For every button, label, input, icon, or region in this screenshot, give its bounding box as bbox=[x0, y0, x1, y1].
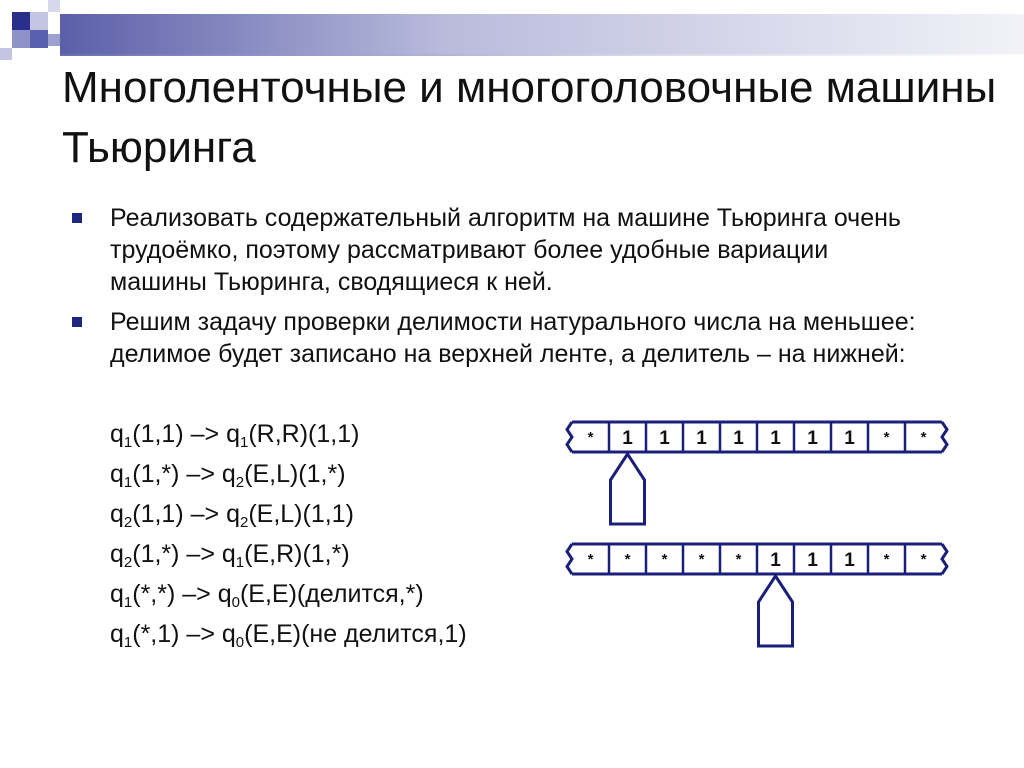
rule-action: (R,R)(1,1) bbox=[248, 420, 360, 448]
rule-line bbox=[110, 454, 467, 494]
rule-next-state-index: 2 bbox=[239, 514, 249, 531]
bullet-list bbox=[72, 202, 922, 378]
tape-right-end bbox=[942, 544, 947, 574]
rule-action: (E,E)(делится,*) bbox=[239, 580, 424, 608]
tape-cell-symbol: * bbox=[883, 429, 890, 446]
rule-state-index: 1 bbox=[123, 434, 133, 451]
corner-square-3 bbox=[12, 30, 30, 48]
rule-next-state-index: 2 bbox=[235, 474, 245, 491]
rule-condition: (1,1) –> bbox=[132, 500, 227, 528]
tape-cell-symbol: * bbox=[920, 551, 927, 568]
transition-rules bbox=[110, 414, 467, 654]
rule-state-index: 1 bbox=[123, 594, 133, 611]
tape-cell-symbol: 1 bbox=[770, 428, 781, 449]
bullet-item bbox=[72, 306, 922, 370]
rule-state: q bbox=[110, 460, 124, 488]
top-tape bbox=[568, 418, 927, 530]
slide-title: Многоленточные и многоголовочные машины Тьюринга bbox=[62, 63, 997, 172]
rule-action: (E,L)(1,*) bbox=[244, 460, 346, 488]
tape-cell-symbol: * bbox=[661, 551, 668, 568]
corner-square-1 bbox=[12, 12, 30, 30]
corner-square-5 bbox=[48, 0, 60, 12]
rule-state: q bbox=[110, 580, 124, 608]
tape-cell-symbol: * bbox=[587, 551, 594, 568]
tape-left-end bbox=[567, 544, 572, 574]
rule-action: (E,E)(не делится,1) bbox=[244, 620, 467, 648]
rule-next-state: q bbox=[221, 460, 236, 488]
tape-cell-symbol: * bbox=[735, 551, 742, 568]
rule-state: q bbox=[110, 420, 124, 448]
tape-cell-symbol: * bbox=[883, 551, 890, 568]
tape-cell-symbol: 1 bbox=[770, 550, 781, 571]
corner-square-7 bbox=[0, 48, 12, 60]
rule-condition: (1,1) –> bbox=[132, 420, 227, 448]
rule-next-state: q bbox=[217, 580, 232, 608]
bullet-text: Решим задачу проверки делимости натурального числа на меньшее: делимое будет записано на верхней ленте, а делитель – на нижней: bbox=[110, 308, 916, 368]
tape-head-pointer-icon bbox=[611, 454, 645, 524]
tape-cell-symbol: * bbox=[587, 429, 594, 446]
rule-next-state: q bbox=[221, 540, 236, 568]
tape-cell-symbol: 1 bbox=[622, 428, 633, 449]
rule-line bbox=[110, 494, 467, 534]
tape-cell-symbol: 1 bbox=[659, 428, 670, 449]
tape-cell-symbol: * bbox=[624, 551, 631, 568]
tape-cell-symbol: 1 bbox=[696, 428, 707, 449]
rule-condition: (1,*) –> bbox=[132, 540, 222, 568]
header-gradient-bar bbox=[60, 14, 1024, 54]
tape-cell-symbol: 1 bbox=[733, 428, 744, 449]
rule-state-index: 1 bbox=[123, 634, 133, 651]
bullet-text: Реализовать содержательный алгоритм на машине Тьюринга очень трудоёмко, поэтому рассматривают более удобные вариации машины Тьюринга, сводящиеся к ней. bbox=[110, 204, 901, 296]
tape-head-pointer-icon bbox=[759, 576, 793, 646]
rule-state: q bbox=[110, 500, 124, 528]
rule-line bbox=[110, 574, 467, 614]
rule-line bbox=[110, 534, 467, 574]
rule-condition: (*,1) –> bbox=[132, 620, 222, 648]
rule-state-index: 2 bbox=[123, 554, 133, 571]
rule-state-index: 2 bbox=[123, 514, 133, 531]
rule-next-state-index: 1 bbox=[239, 434, 249, 451]
rule-condition: (*,*) –> bbox=[132, 580, 218, 608]
tape-cell-symbol: 1 bbox=[807, 550, 818, 571]
tape-cell-symbol: 1 bbox=[844, 428, 855, 449]
rule-line bbox=[110, 614, 467, 654]
rule-next-state-index: 1 bbox=[235, 554, 245, 571]
rule-next-state: q bbox=[221, 620, 236, 648]
bullet-item bbox=[72, 202, 922, 298]
tape-cell-symbol: * bbox=[698, 551, 705, 568]
rule-condition: (1,*) –> bbox=[132, 460, 222, 488]
corner-square-4 bbox=[30, 12, 48, 30]
rule-action: (E,R)(1,*) bbox=[244, 540, 350, 568]
corner-square-2 bbox=[30, 30, 48, 48]
rule-action: (E,L)(1,1) bbox=[248, 500, 354, 528]
rule-state: q bbox=[110, 620, 124, 648]
rule-next-state: q bbox=[226, 420, 240, 448]
rule-line bbox=[110, 414, 467, 454]
tape-cell-symbol: * bbox=[920, 429, 927, 446]
rule-next-state: q bbox=[226, 500, 240, 528]
corner-square-6 bbox=[48, 34, 60, 46]
tape-right-end bbox=[942, 422, 947, 452]
square-bullet-icon bbox=[72, 213, 82, 223]
tape-cell-symbol: 1 bbox=[807, 428, 818, 449]
rule-state-index: 1 bbox=[123, 474, 133, 491]
tape-left-end bbox=[567, 422, 572, 452]
bottom-tape bbox=[568, 540, 927, 652]
title-underline bbox=[60, 54, 1024, 56]
square-bullet-icon bbox=[72, 317, 82, 327]
tape-cell-symbol: 1 bbox=[844, 550, 855, 571]
rule-next-state-index: 0 bbox=[235, 634, 245, 651]
rule-next-state-index: 0 bbox=[231, 594, 240, 611]
rule-state: q bbox=[110, 540, 124, 568]
